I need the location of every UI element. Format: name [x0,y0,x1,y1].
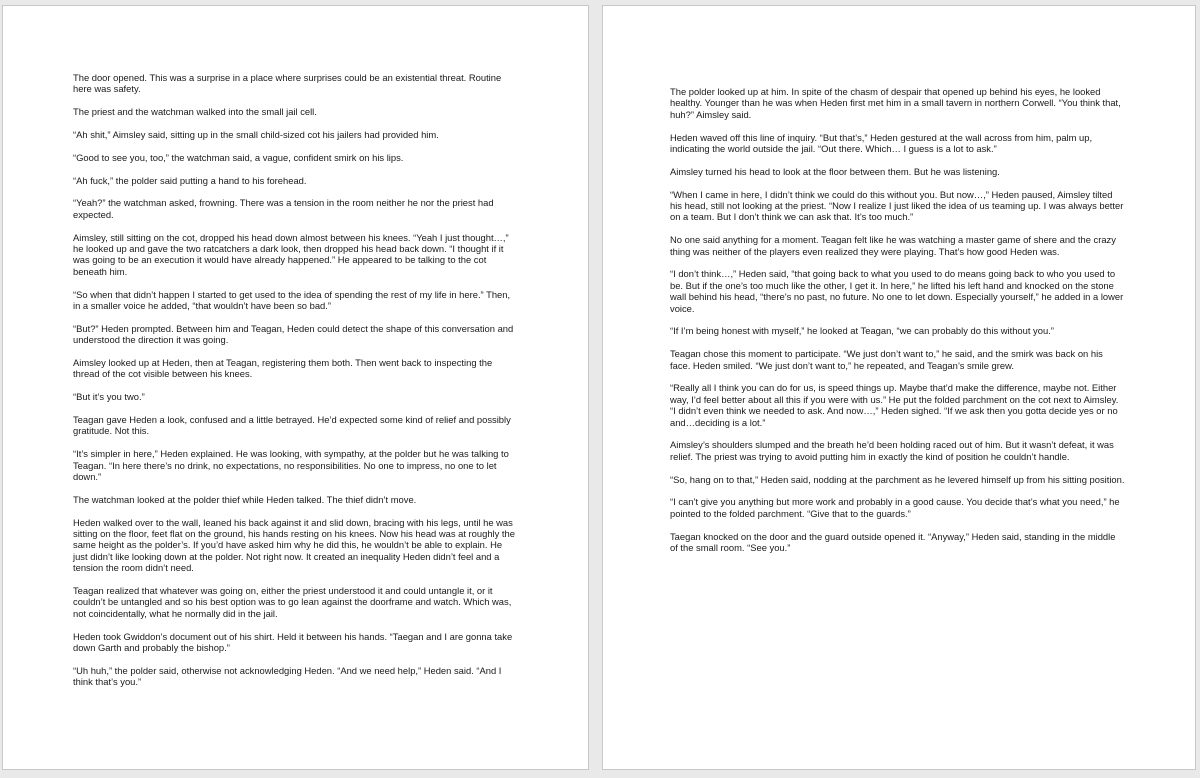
paragraph: Aimsley looked up at Heden, then at Teagan, registering them both. Then went back to inspecting the thread of the cot visible between his knees. [73,357,493,380]
paragraph: Aimsley, still sitting on the cot, dropped his head down almost between his knees. “Yeah I just thought…,” he looked up and gave the two ratcatchers a dark look, then dropped his head back down. “I thought if it was going to be an execution it would have already happened.” He appeared to be talking to the cot beneath him. [73,231,509,277]
paragraph: “Yeah?” the watchman asked, frowning. There was a tension in the room neither he nor the priest had expected. [73,197,494,220]
paragraph: “If I’m being honest with myself,” he looked at Teagan, “we can probably do this without you.” [670,325,1054,337]
document-page-1 [2,5,589,770]
page-1-text-body[interactable] [73,72,518,699]
paragraph: Teagan realized that whatever was going on, either the priest understood it and could untangle it, or it couldn’t be untangled and so his best option was to go lean against the doorframe and watch. Which was, not coincidentally, what he normally did in the jail. [73,585,512,619]
paragraph: “It’s simpler in here,” Heden explained. He was looking, with sympathy, at the polder but he was talking to Teagan. “In here there’s no drink, no expectations, no responsibilities. No one to impress, no one to let down.” [73,448,509,483]
paragraph: The polder looked up at him. In spite of the chasm of despair that opened up behind his eyes, he looked healthy. Younger than he was when Heden first met him in a small tavern in northern Corwell. “You think that, huh?” Aimsley said. [670,86,1121,120]
paragraph: The watchman looked at the polder thief while Heden talked. The thief didn’t move. [73,493,417,505]
paragraph: Heden took Gwiddon’s document out of his shirt. Held it between his hands. “Taegan and I are gonna take down Garth and probably the bishop.” [73,630,513,654]
paragraph: “So, hang on to that,” Heden said, nodding at the parchment as he levered himself up from his sitting position. [670,473,1125,485]
paragraph: Teagan chose this moment to participate. “We just don’t want to,” he said, and the smirk was back on his face. Heden smiled. “We just don’t want to,” he repeated, and Teagan’s smile grew. [670,348,1103,371]
paragraph: “Uh huh,” the polder said, otherwise not acknowledging Heden. “And we need help,” Heden said. “And I think that’s you.” [73,664,502,688]
paragraph: “But it’s you two.” [73,391,145,403]
paragraph: “Good to see you, too,” the watchman said, a vague, confident smirk on his lips. [73,151,404,163]
paragraph: “But?” Heden prompted. Between him and Teagan, Heden could detect the shape of this conversation and understood the direction it was going. [73,322,514,346]
paragraph: “I don’t think…,” Heden said, “that going back to what you used to do means going back to who you used to be. But if the one’s too much like the other, I get it. In here,” he lifted his left hand and knocked on the stone wall behind his head, “there’s no past, no future. No one to let down. Especially yourself,” he added in a lower voice. [670,268,1124,314]
paragraph: “Ah shit,” Aimsley said, sitting up in the small child-sized cot his jailers had provided him. [73,129,439,140]
paragraph: The door opened. This was a surprise in a place where surprises could be an existential threat. Routine here was safety. [73,72,502,95]
paragraph: Teagan gave Heden a look, confused and a little betrayed. He’d expected some kind of relief and possibly gratitude. Not this. [73,414,511,437]
paragraph: The priest and the watchman walked into the small jail cell. [73,106,317,118]
document-page-2 [602,5,1196,770]
paragraph: “Really all I think you can do for us, is speed things up. Maybe that’d make the difference, maybe not. Either way, I’d feel better about all this if you were with us.” He put the folded parchment on the cot next to Aimsley. “I didn’t even think we needed to ask. And now…,” Heden sighed. “If we ask then you gotta decide yes or no and…deciding is a lot.” [670,382,1119,428]
paragraph: “I can’t give you anything but more work and probably in a good cause. You decide that’s what you need,” he pointed to the folded parchment. “Give that to the guards.” [670,496,1120,519]
paragraph: “Ah fuck,” the polder said putting a hand to his forehead. [73,174,307,186]
paragraph: “When I came in here, I didn’t think we could do this without you. But now…,” Heden paused, Aimsley tilted his head, still not looking at the priest. “Now I realize I just liked the idea of us teaming up. I was always better on a team. But I don’t think we can ask that. It’s too much.” [670,188,1124,223]
paragraph: “So when that didn’t happen I started to get used to the idea of spending the rest of my life in here.” Then, in a smaller voice he added, “that wouldn’t have been so bad.” [73,288,511,312]
page-2-text-body[interactable] [670,86,1125,565]
paragraph: No one said anything for a moment. Teagan felt like he was watching a master game of shere and the crazy thing was neither of the players even realized they were playing. That’s how good Heden was. [670,234,1116,257]
paragraph: Heden waved off this line of inquiry. “But that’s,” Heden gestured at the wall across from him, palm up, indicating the world outside the jail. “Out there. Which… I guess is a lot to ask.” [670,131,1093,155]
paragraph: Aimsley’s shoulders slumped and the breath he’d been holding raced out of him. But it wasn’t defeat, it was relief. The priest was trying to avoid putting him in exactly the kind of position he couldn’t handle. [670,439,1114,462]
paragraph: Heden walked over to the wall, leaned his back against it and slid down, bracing with his legs, until he was sitting on the floor, feet flat on the ground, his hands resting on his knees. Now his head was at roughly the same height as the polder’s. If you’d have asked him why he did this, he wouldn’t be able to explain. He just didn’t like looking down at the polder. Not right now. It created an inequality Heden didn’t feel and a tension the room didn’t need. [73,516,515,574]
paragraph: Taegan knocked on the door and the guard outside opened it. “Anyway,” Heden said, standing in the middle of the small room. “See you.” [670,530,1116,554]
paragraph: Aimsley turned his head to look at the floor between them. But he was listening. [670,165,1000,177]
